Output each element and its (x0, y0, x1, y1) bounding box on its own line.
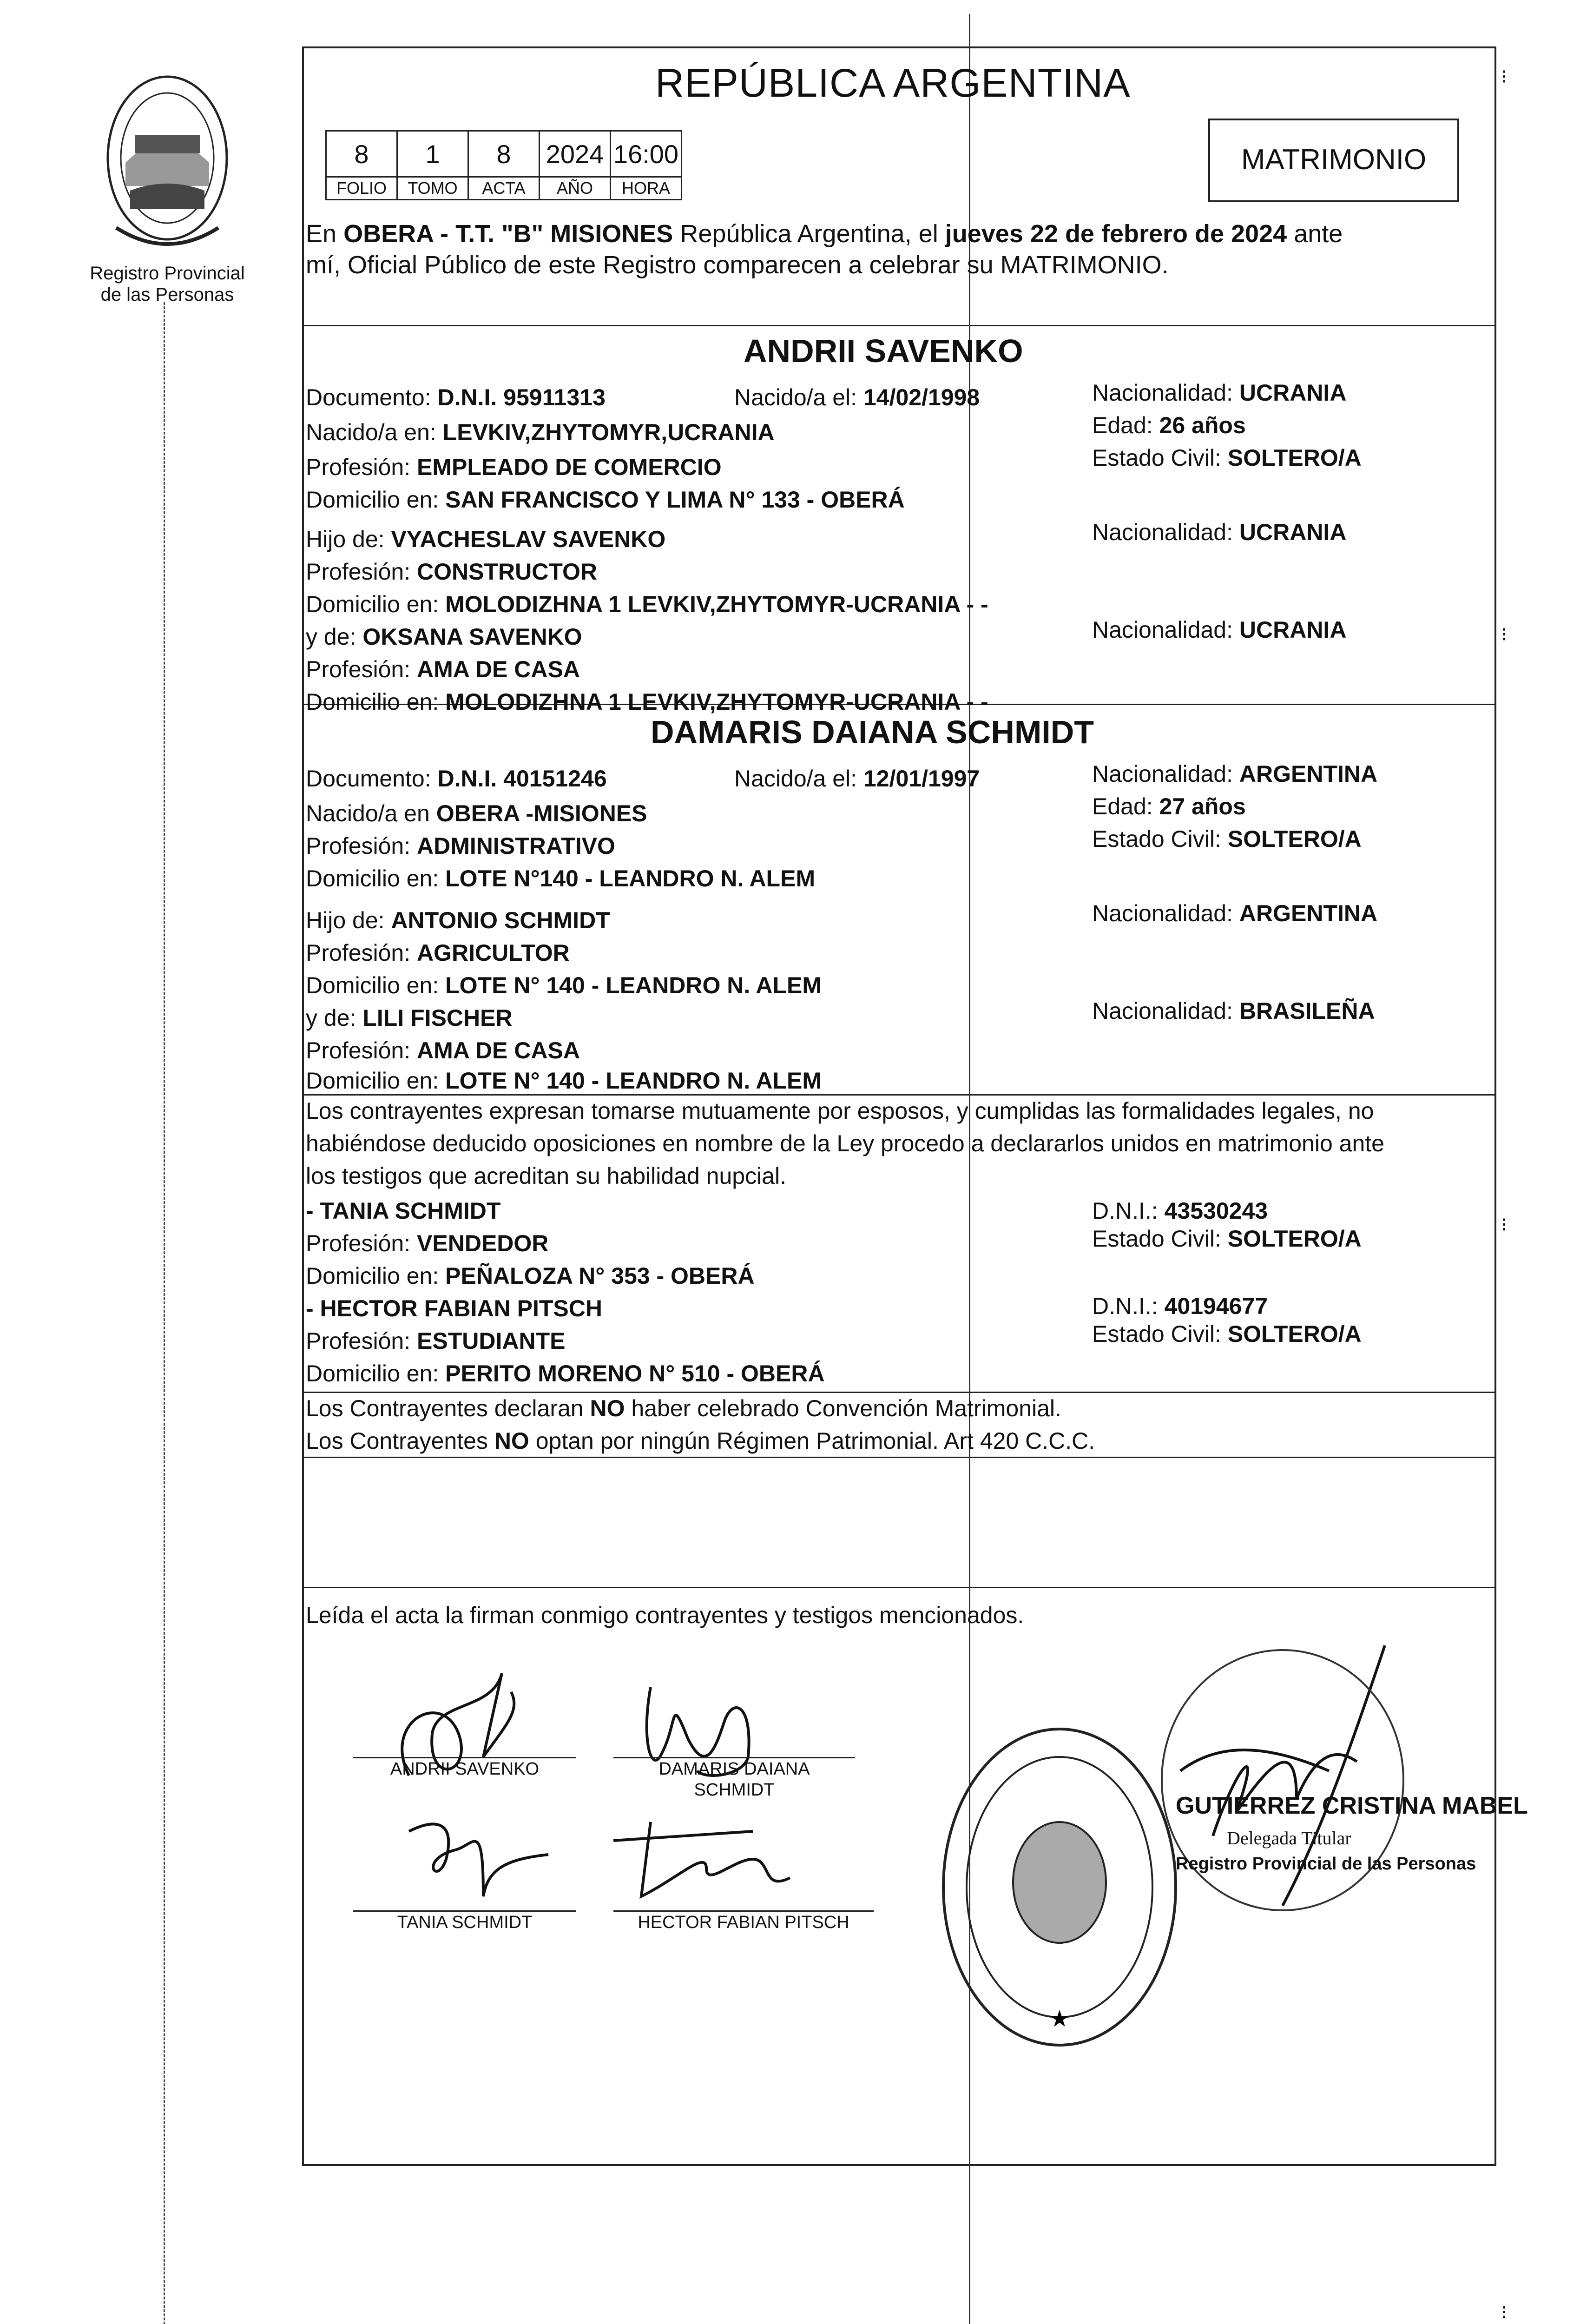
official-role: Delegada Titular (1227, 1828, 1351, 1849)
divider-intro (304, 325, 1494, 326)
witness1-dni: D.N.I.: 43530243 (1092, 1198, 1268, 1224)
spouse1-nacido-en: Nacido/a en: LEVKIV,ZHYTOMYR,UCRANIA (306, 419, 775, 445)
intro-place: OBERA - T.T. "B" MISIONES (343, 220, 673, 248)
witness1-profesion: Profesión: VENDEDOR (306, 1230, 549, 1256)
spouse1-estado: Estado Civil: SOLTERO/A (1092, 445, 1362, 471)
spouse2-name: DAMARIS DAIANA SCHMIDT (651, 714, 1094, 750)
spouse2-madre: y de: LILI FISCHER (306, 1005, 513, 1031)
tomo-value: 1 (397, 131, 468, 177)
witness1-name: - TANIA SCHMIDT (306, 1198, 501, 1224)
provincia-emblem (98, 65, 237, 260)
spouse2-padre-dom: Domicilio en: LOTE N° 140 - LEANDRO N. ALEM (306, 972, 822, 998)
signature-line-2 (613, 1757, 855, 1758)
registration-table (325, 130, 682, 200)
spouse1-madre-prof: Profesión: AMA DE CASA (306, 656, 580, 682)
spouse1-domicilio: Domicilio en: SAN FRANCISCO Y LIMA N° 133 - OBERÁ (306, 487, 905, 513)
regime-line2: Los Contrayentes NO optan por ningún Régimen Patrimonial. Art 420 C.C.C. (306, 1428, 1095, 1454)
spouse2-madre-nac: Nacionalidad: BRASILEÑA (1092, 998, 1375, 1024)
witness2-profesion: Profesión: ESTUDIANTE (306, 1328, 566, 1354)
spouse2-padre-nac: Nacionalidad: ARGENTINA (1092, 900, 1378, 926)
spouse2-domicilio: Domicilio en: LOTE N°140 - LEANDRO N. ALEM (306, 865, 816, 891)
signature-caption-2b: SCHMIDT (694, 1780, 775, 1800)
regime-line1: Los Contrayentes declaran NO haber celebrado Convención Matrimonial. (306, 1395, 1061, 1421)
witness2-estado: Estado Civil: SOLTERO/A (1092, 1321, 1362, 1347)
registry-name-line2: de las Personas (100, 284, 234, 305)
spouse2-padre: Hijo de: ANTONIO SCHMIDT (306, 907, 610, 933)
signature-tania (409, 1824, 548, 1896)
anio-label: AÑO (540, 177, 611, 200)
acta-value: 8 (468, 131, 540, 177)
margin-mark: ⁝ (1501, 66, 1508, 87)
spouse2-edad: Edad: 27 años (1092, 793, 1246, 819)
spouse1-edad: Edad: 26 años (1092, 412, 1246, 438)
spouse2-estado: Estado Civil: SOLTERO/A (1092, 826, 1362, 852)
declaration-line1: Los contrayentes expresan tomarse mutuamente por esposos, y cumplidas las formalidades legales, no (306, 1098, 1374, 1124)
spouse1-padre: Hijo de: VYACHESLAV SAVENKO (306, 526, 666, 552)
intro-line2: mí, Oficial Público de este Registro comparecen a celebrar su MATRIMONIO. (306, 251, 1169, 279)
signature-caption-4: HECTOR FABIAN PITSCH (638, 1913, 849, 1932)
spouse1-padre-prof: Profesión: CONSTRUCTOR (306, 559, 597, 585)
record-type-box: MATRIMONIO (1208, 119, 1459, 202)
signature-caption-1: ANDRII SAVENKO (390, 1759, 540, 1779)
intro-date: jueves 22 de febrero de 2024 (945, 220, 1287, 248)
witness2-dni: D.N.I.: 40194677 (1092, 1293, 1268, 1319)
spouse2-nacionalidad: Nacionalidad: ARGENTINA (1092, 761, 1378, 787)
hora-label: HORA (611, 177, 682, 200)
spouse2-nacido-el: Nacido/a el: 12/01/1997 (734, 766, 980, 792)
signature-hector (613, 1822, 790, 1896)
declaration-line3: los testigos que acreditan su habilidad nupcial. (306, 1163, 787, 1189)
spouse1-padre-nac: Nacionalidad: UCRANIA (1092, 519, 1347, 545)
folio-value: 8 (326, 131, 397, 177)
closing-text: Leída el acta la firman conmigo contrayentes y testigos mencionados. (306, 1602, 1024, 1628)
spouse2-profesion: Profesión: ADMINISTRATIVO (306, 833, 615, 859)
official-name: GUTIERREZ CRISTINA MABEL (1176, 1792, 1528, 1819)
folio-label: FOLIO (326, 177, 397, 200)
spouse2-padre-prof: Profesión: AGRICULTOR (306, 940, 570, 966)
svg-text:★: ★ (1049, 2006, 1070, 2032)
signature-caption-2a: DAMARIS DAIANA (658, 1759, 810, 1779)
spouse1-nacionalidad: Nacionalidad: UCRANIA (1092, 380, 1347, 406)
margin-mark: ⁝ (1501, 623, 1508, 645)
signature-line-3 (353, 1910, 576, 1912)
margin-guide (164, 302, 165, 2324)
spouse1-name: ANDRII SAVENKO (744, 333, 1023, 369)
spouse1-documento: Documento: D.N.I. 95911313 (306, 384, 606, 410)
margin-mark: ⁝ (1501, 2301, 1508, 2323)
official-office: Registro Provincial de las Personas (1176, 1854, 1476, 1874)
spouse2-madre-prof: Profesión: AMA DE CASA (306, 1037, 580, 1063)
spouse1-madre: y de: OKSANA SAVENKO (306, 624, 582, 650)
intro-ante: ante (1294, 220, 1343, 248)
spouse2-nacido-en: Nacido/a en OBERA -MISIONES (306, 800, 647, 826)
witness2-name: - HECTOR FABIAN PITSCH (306, 1295, 602, 1321)
anio-value: 2024 (540, 131, 611, 177)
intro-republica: República Argentina, el (680, 220, 938, 248)
witness2-domicilio: Domicilio en: PERITO MORENO N° 510 - OBERÁ (306, 1360, 825, 1386)
margin-mark: ⁝ (1501, 1214, 1508, 1235)
spouse1-madre-nac: Nacionalidad: UCRANIA (1092, 617, 1347, 643)
spouse1-nacido-el: Nacido/a el: 14/02/1998 (734, 384, 980, 410)
declaration-line2: habiéndose deducido oposiciones en nombre de la Ley procedo a declararlos unidos en matrimonio ante (306, 1130, 1384, 1156)
spouse1-madre-dom: Domicilio en: MOLODIZHNA 1 LEVKIV,ZHYTOMYR-UCRANIA - - (306, 689, 988, 715)
signature-line-4 (613, 1910, 874, 1912)
page-title: REPÚBLICA ARGENTINA (655, 61, 1131, 106)
spouse1-padre-dom: Domicilio en: MOLODIZHNA 1 LEVKIV,ZHYTOMYR-UCRANIA - - (306, 591, 988, 617)
spouse1-profesion: Profesión: EMPLEADO DE COMERCIO (306, 454, 722, 480)
registry-name-line1: Registro Provincial (90, 263, 245, 284)
intro-en: En (306, 220, 337, 248)
witness1-domicilio: Domicilio en: PEÑALOZA N° 353 - OBERÁ (306, 1263, 755, 1289)
spouse2-madre-dom: Domicilio en: LOTE N° 140 - LEANDRO N. ALEM (306, 1068, 822, 1094)
registry-logo (70, 65, 265, 305)
hora-value: 16:00 (611, 131, 682, 177)
signature-line-1 (353, 1757, 576, 1758)
intro-line1 (306, 218, 1343, 250)
acta-label: ACTA (468, 177, 540, 200)
spouse2-documento: Documento: D.N.I. 40151246 (306, 766, 607, 792)
signature-caption-3: TANIA SCHMIDT (397, 1913, 533, 1932)
tomo-label: TOMO (397, 177, 468, 200)
divider-blank (304, 1587, 1494, 1588)
witness1-estado: Estado Civil: SOLTERO/A (1092, 1226, 1362, 1252)
